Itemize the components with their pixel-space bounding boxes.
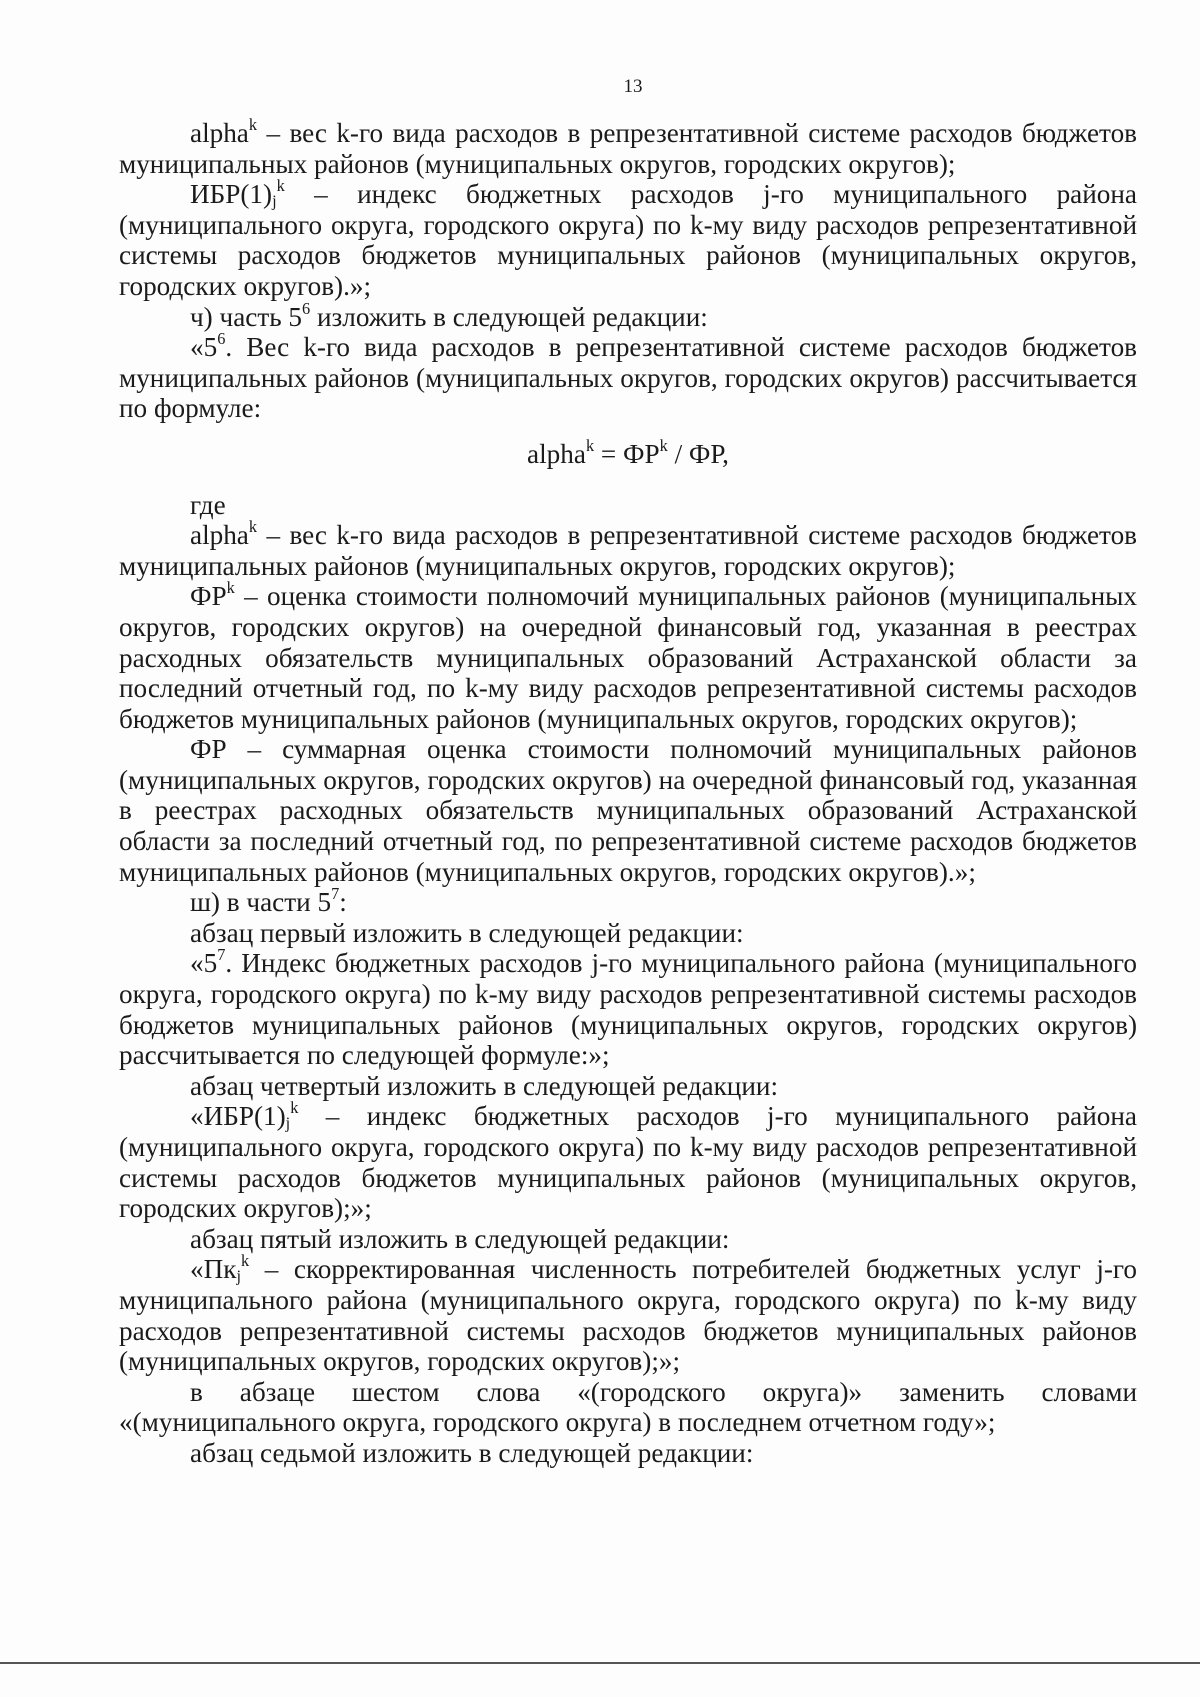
bottom-rule [0, 1662, 1200, 1664]
paragraph-fr-definition: ФР – суммарная оценка стоимости полномочий муниципальных районов (муниципальных округов, городских округов) на очередной финансовый год, указанная в реестрах расходных обязательств муниципальных образований Астраханской области за последний отчетный год, по репрезентативной системе расходов бюджетов муниципальных районов (муниципальных округов, городских округов).»; [119, 734, 1137, 887]
paragraph-first-abzats-intro: абзац первый изложить в следующей редакции: [190, 917, 744, 948]
paragraph-part-5-6-text: «$5^6$. Вес k-го вида расходов в репрезентативной системе расходов бюджетов муниципальных районов (муниципальных округов, городских округов) рассчитывается по формуле: [119, 328, 1137, 424]
paragraph-ibr-definition: $ИБР(1)_j^k$ – индекс бюджетных расходов j-го муниципального района (муниципального округа, городского округа) по k-му виду расходов репрезентативной системы расходов бюджетов муниципальных районов (муниципальных округов, городских округов).»; [119, 175, 1137, 301]
paragraph-where: где [190, 489, 226, 520]
paragraph-pk-definition: «$Пк_j^k$ – скорректированная численность потребителей бюджетных услуг j-го муниципального района (муниципального округа, городского округа) по k-му виду расходов репрезентативной системы расходов бюджетов муниципальных районов (муниципальных округов, городских округов);»; [119, 1251, 1137, 1377]
page-number: 13 [623, 76, 643, 97]
formula-alpha: alpha$^k$ = $ФР^k$ / ФР, [527, 435, 729, 469]
paragraph-alpha-definition-2: alpha$^k$ – вес k-го вида расходов в репрезентативной системе расходов бюджетов муниципальных районов (муниципальных округов, городских округов); [119, 516, 1137, 581]
paragraph-part-5-7-text: «$5^7$. Индекс бюджетных расходов j-го муниципального района (муниципального округа, городского округа) по k-му виду расходов репрезентативной системы расходов бюджетов муниципальных районов (муниципальных округов, городских округов) рассчитывается по следующей формуле:»; [119, 945, 1137, 1071]
paragraph-seventh-abzats-intro: абзац седьмой изложить в следующей редакции: [190, 1437, 754, 1468]
paragraph-sixth-abzats: в абзаце шестом слова «(городского округа)» заменить словами «(муниципального округа, городского округа) в последнем отчетном году»; [119, 1376, 1137, 1438]
paragraph-frk-definition: $ФР^k$ – оценка стоимости полномочий муниципальных районов (муниципальных округов, городских округов) на очередной финансовый год, указанная в реестрах расходных обязательств муниципальных образований Астраханской области за последний отчетный год, по k-му виду расходов репрезентативной системы расходов бюджетов муниципальных районов (муниципальных округов, городских округов); [119, 578, 1137, 734]
document-body [119, 114, 1137, 1469]
paragraph-part-5-6-intro: ч) часть $5^6$ изложить в следующей редакции: [190, 298, 708, 332]
paragraph-fourth-abzats-intro: абзац четвертый изложить в следующей редакции: [190, 1070, 779, 1101]
paragraph-alpha-definition: alpha$^k$ – вес k-го вида расходов в репрезентативной системе расходов бюджетов муниципальных районов (муниципальных округов, городских округов); [119, 114, 1137, 179]
paragraph-ibr-definition-2: «$ИБР(1)_j^k$ – индекс бюджетных расходов j-го муниципального района (муниципального округа, городского округа) по k-му виду расходов репрезентативной системы расходов бюджетов муниципальных районов (муниципальных округов, городских округов);»; [119, 1098, 1137, 1224]
paragraph-part-5-7-intro: ш) в части $5^7$: [190, 884, 347, 918]
paragraph-fifth-abzats-intro: абзац пятый изложить в следующей редакции: [190, 1223, 730, 1254]
